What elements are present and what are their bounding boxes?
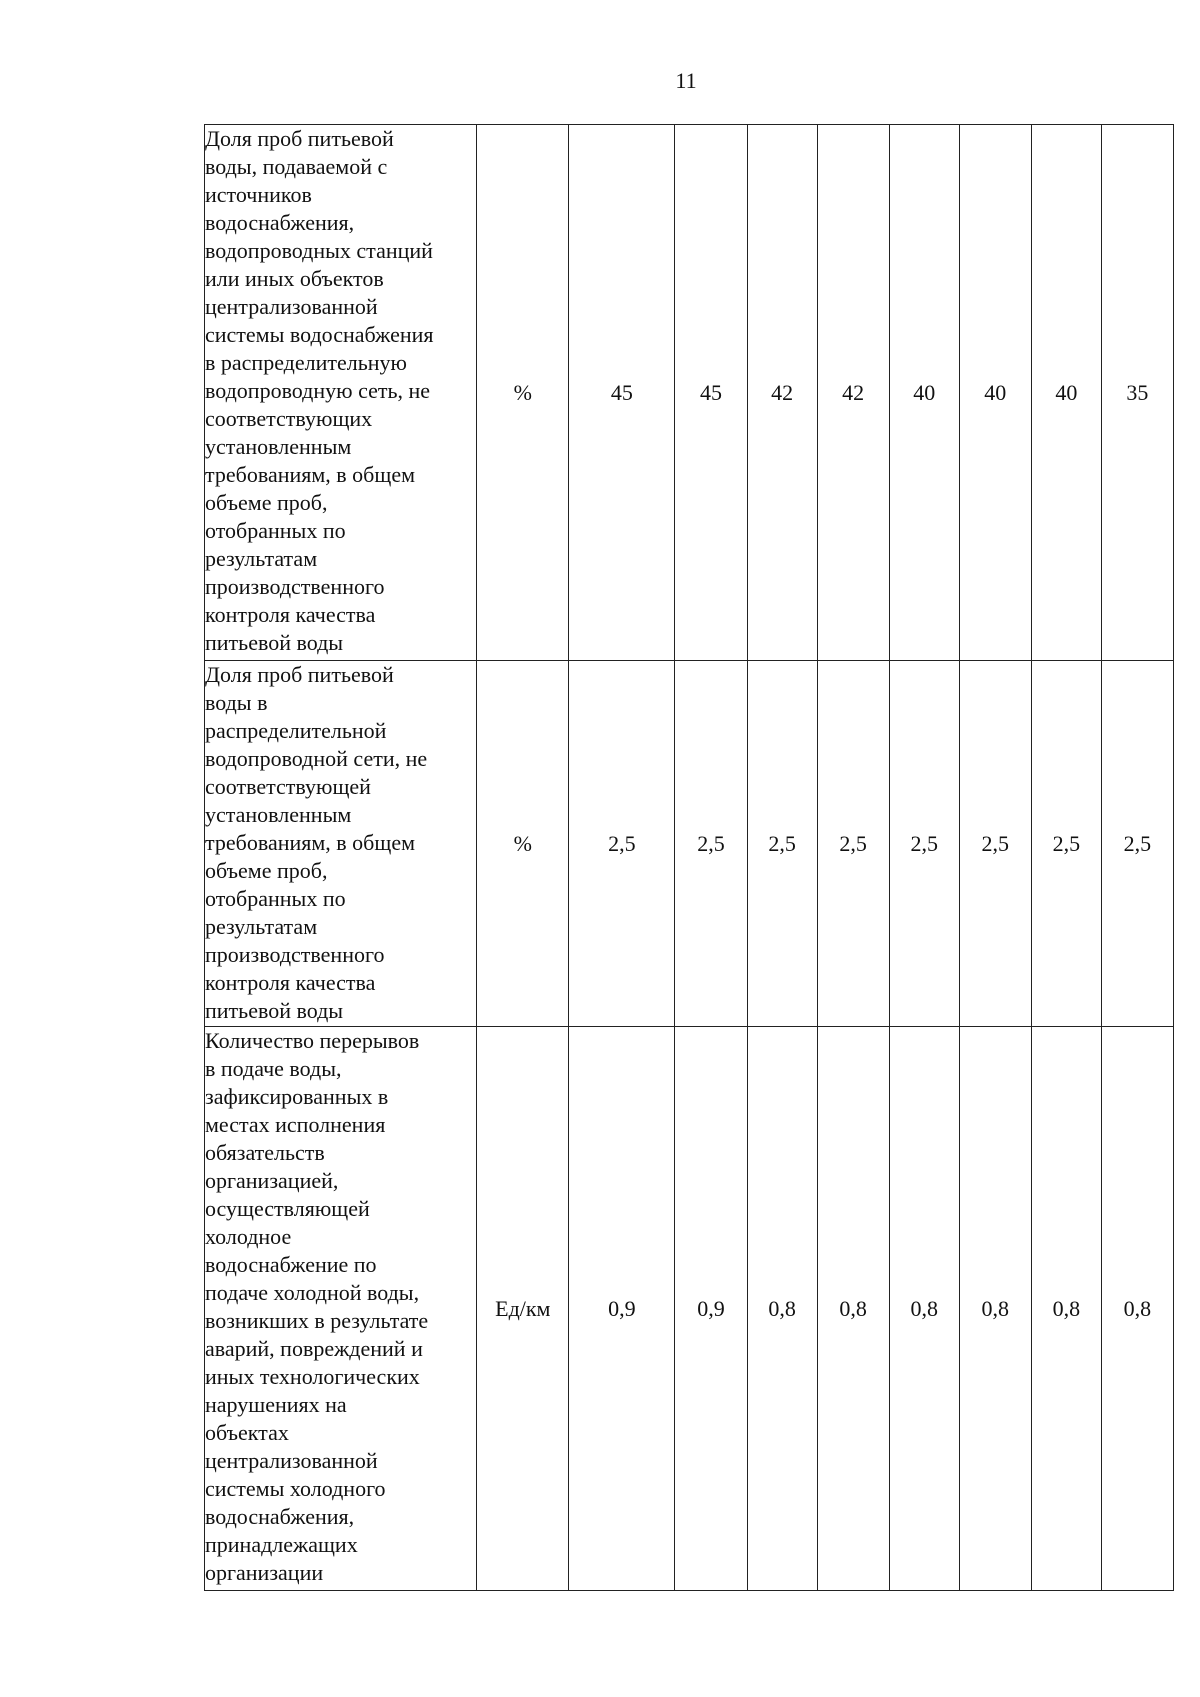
- table-row: [205, 661, 1174, 1027]
- page-number: 11: [675, 68, 697, 93]
- indicator-label: Доля проб питьевой воды, подаваемой с источников водоснабжения, водопроводных станций или иных объектов централизованной системы водоснабжения в распределительную водопроводную сеть, не соответствующих установленным требованиям, в общем объеме проб, отобранных по результатам производственного контроля качества питьевой воды: [205, 125, 477, 661]
- value-cell: 2,5: [1101, 661, 1173, 1027]
- value-cell: 2,5: [959, 661, 1031, 1027]
- value-cell: 0,8: [1101, 1027, 1173, 1591]
- value-cell: 0,8: [1031, 1027, 1101, 1591]
- value-cell: 45: [675, 125, 747, 661]
- value-cell: 40: [889, 125, 959, 661]
- value-cell: 42: [747, 125, 817, 661]
- unit-cell: %: [477, 125, 569, 661]
- table-row: [205, 125, 1174, 661]
- value-cell: 0,8: [817, 1027, 889, 1591]
- value-cell: 35: [1101, 125, 1173, 661]
- indicators-table: [204, 124, 1174, 1591]
- value-cell: 45: [569, 125, 675, 661]
- value-cell: 40: [1031, 125, 1101, 661]
- value-cell: 2,5: [889, 661, 959, 1027]
- unit-cell: %: [477, 661, 569, 1027]
- value-cell: 0,8: [889, 1027, 959, 1591]
- unit-cell: Ед/км: [477, 1027, 569, 1591]
- value-cell: 2,5: [569, 661, 675, 1027]
- value-cell: 42: [817, 125, 889, 661]
- value-cell: 2,5: [817, 661, 889, 1027]
- indicator-label: Количество перерывов в подаче воды, зафиксированных в местах исполнения обязательств организацией, осуществляющей холодное водоснабжение по подаче холодной воды, возникших в результате аварий, повреждений и иных технологических нарушениях на объектах централизованной системы холодного водоснабжения, принадлежащих организации: [205, 1027, 477, 1591]
- value-cell: 0,9: [569, 1027, 675, 1591]
- value-cell: 0,9: [675, 1027, 747, 1591]
- table-row: [205, 1027, 1174, 1591]
- value-cell: 0,8: [959, 1027, 1031, 1591]
- value-cell: 2,5: [1031, 661, 1101, 1027]
- value-cell: 2,5: [747, 661, 817, 1027]
- value-cell: 2,5: [675, 661, 747, 1027]
- value-cell: 0,8: [747, 1027, 817, 1591]
- indicator-label: Доля проб питьевой воды в распределительной водопроводной сети, не соответствующей установленным требованиям, в общем объеме проб, отобранных по результатам производственного контроля качества питьевой воды: [205, 661, 477, 1027]
- value-cell: 40: [959, 125, 1031, 661]
